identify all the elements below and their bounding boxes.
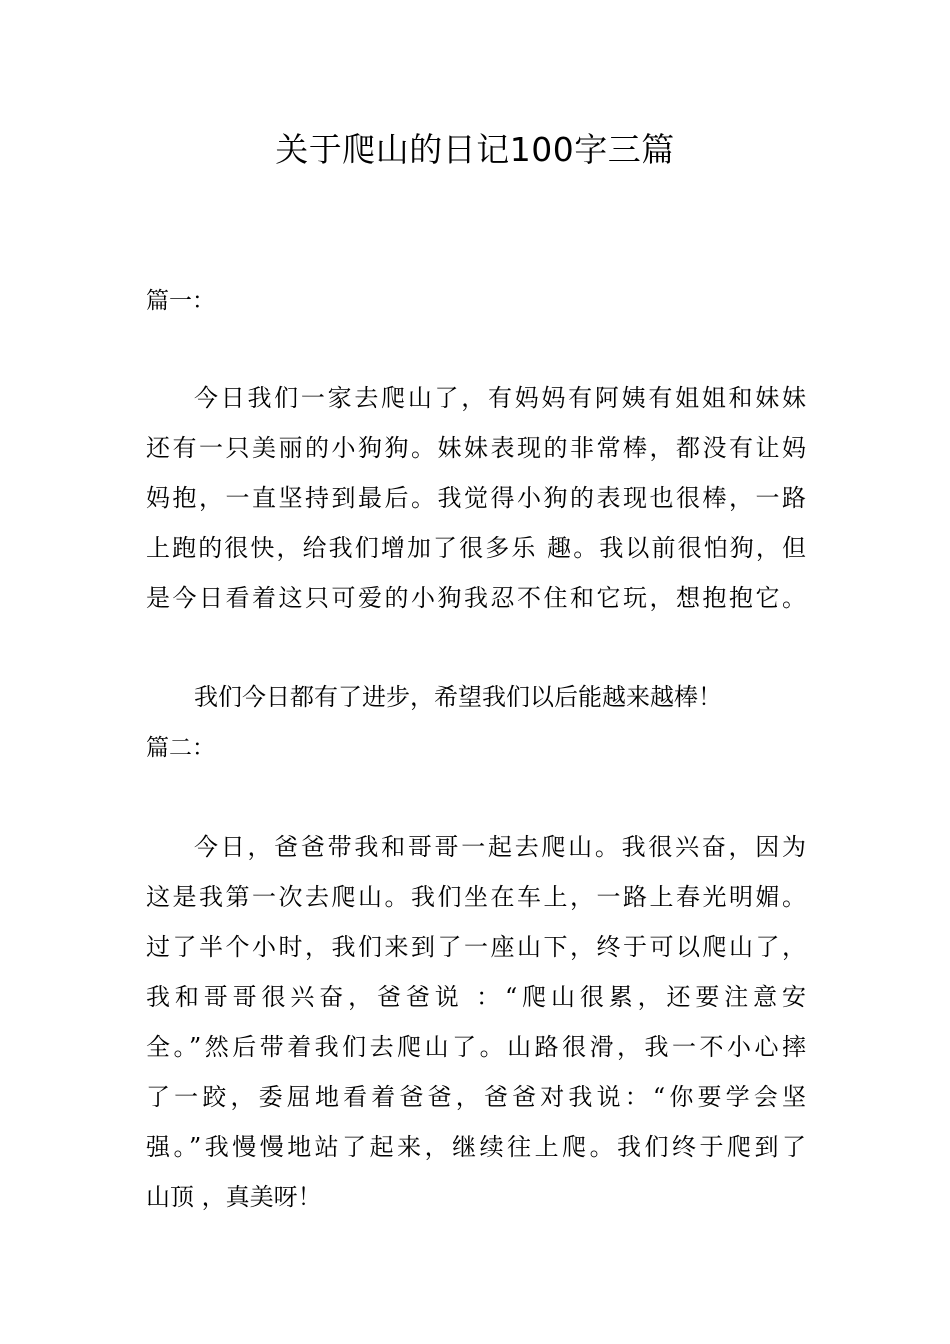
paragraph-line: 了一跤，委屈地看着爸爸，爸爸对我说：“你要学会坚 bbox=[146, 1083, 806, 1111]
section-heading-1: 篇一： bbox=[146, 288, 215, 314]
paragraph-line: 我们今日都有了进步，希望我们以后能越来越棒！ bbox=[194, 683, 722, 711]
paragraph-line: 强。”我慢慢地站了起来，继续往上爬。我们终于爬到了 bbox=[146, 1133, 806, 1161]
paragraph-line: 山顶 ，真美呀！ bbox=[146, 1183, 322, 1211]
paragraph-line: 今日，爸爸带我和哥哥一起去爬山。我很兴奋，因为 bbox=[194, 833, 806, 861]
paragraph-1 bbox=[146, 373, 806, 623]
section-heading-2: 篇二： bbox=[146, 735, 215, 761]
paragraph-line: 我和哥哥很兴奋，爸爸说 ：“爬山很累，还要注意安 bbox=[146, 983, 806, 1011]
paragraph-line: 全。”然后带着我们去爬山了。山路很滑，我一不小心摔 bbox=[146, 1033, 806, 1061]
paragraph-line: 今日我们一家去爬山了，有妈妈有阿姨有姐姐和妹妹 bbox=[194, 384, 806, 412]
paragraph-line: 这是我第一次去爬山。我们坐在车上，一路上春光明媚。 bbox=[146, 883, 806, 911]
paragraph-line: 还有一只美丽的小狗狗。妹妹表现的非常棒，都没有让妈 bbox=[146, 434, 806, 462]
paragraph-line: 是今日看着这只可爱的小狗我忍不住和它玩，想抱抱它。 bbox=[146, 584, 806, 612]
paragraph-line: 妈抱，一直坚持到最后。我觉得小狗的表现也很棒，一路 bbox=[146, 484, 806, 512]
paragraph-line: 过了半个小时，我们来到了一座山下，终于可以爬山了， bbox=[146, 933, 806, 961]
document-title: 关于爬山的日记100字三篇 bbox=[275, 130, 675, 169]
paragraph-3 bbox=[146, 822, 806, 1222]
paragraph-2 bbox=[146, 672, 806, 722]
paragraph-line: 上跑的很快，给我们增加了很多乐 趣。我以前很怕狗，但 bbox=[146, 534, 806, 562]
